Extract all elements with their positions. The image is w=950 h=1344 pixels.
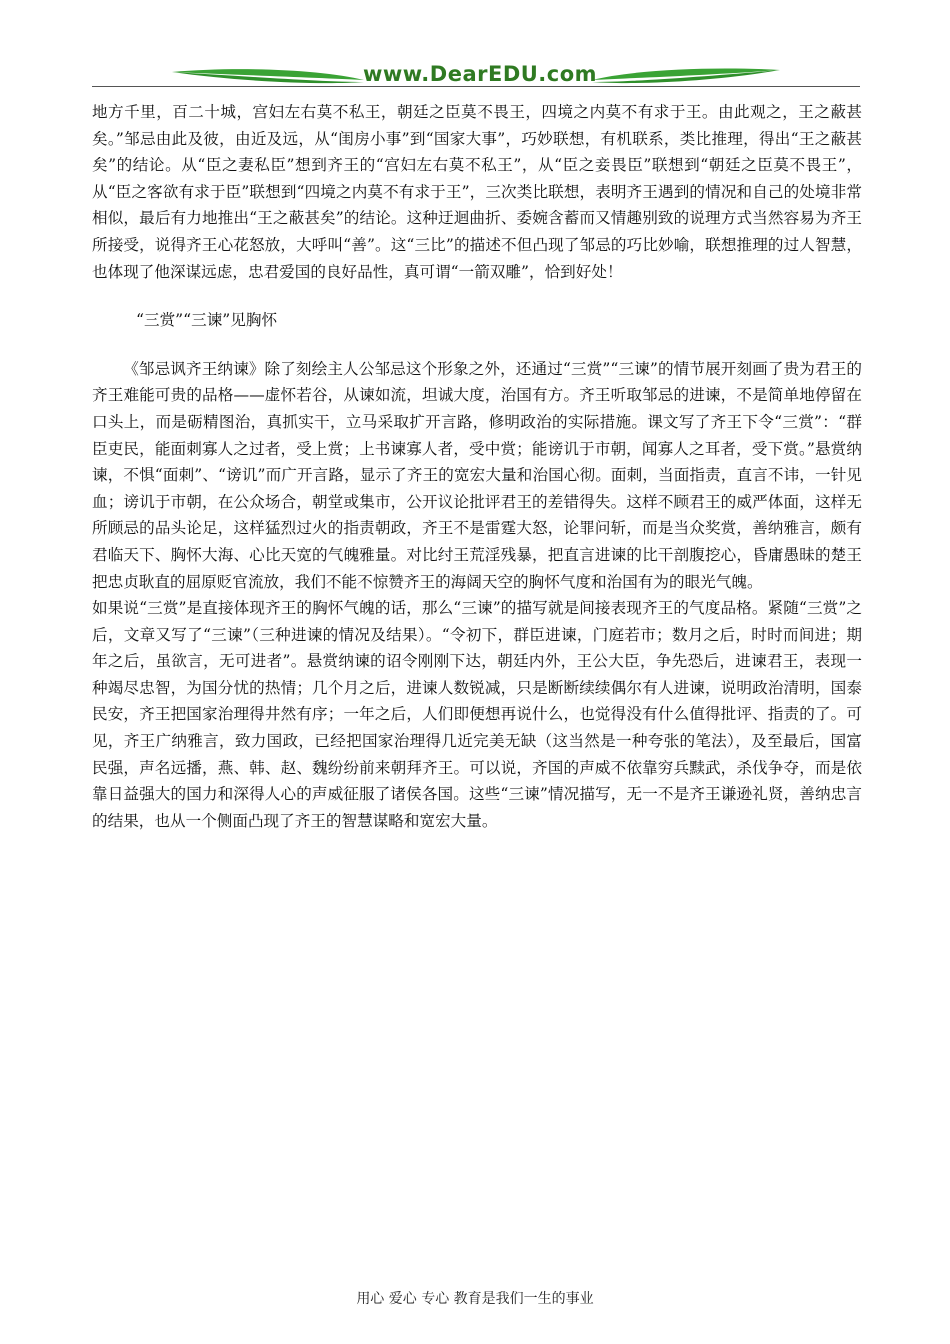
article-body [92,99,862,834]
section-heading: “三赏”“三谏”见胸怀 [136,311,278,330]
site-logo-text: www.DearEDU.com [362,62,598,86]
paragraph-1: 地方千里，百二十城，宫妇左右莫不私王，朝廷之臣莫不畏王，四境之内莫不有求于王。由此观之，王之蔽甚矣。”邹忌由此及彼，由近及远，从“闺房小事”到“国家大事”，巧妙联想，有机联系，类比推理，得出“王之蔽甚矣”的结论。从“臣之妻私臣”想到齐王的“宫妇左右莫不私王”，从“臣之妾畏臣”联想到“朝廷之臣莫不畏王”，从“臣之客欲有求于臣”联想到“四境之内莫不有求于王”，三次类比联想，表明齐王遇到的情况和自己的处境非常相似，最后有力地推出“王之蔽甚矣”的结论。这种迂迴曲折、委婉含蓄而又情趣别致的说理方式当然容易为齐王所接受，说得齐王心花怒放，大呼叫“善”。这“三比”的描述不但凸现了邹忌的巧比妙喻，联想推理的过人智慧，也体现了他深谋远虑，忠君爱国的良好品性，真可谓“一箭双雕”，恰到好处！ [92,103,862,281]
page-footer: 用心 爱心 专心 教育是我们一生的事业 [356,1291,594,1307]
site-header [92,58,860,94]
header-divider [92,86,860,87]
paragraph-3: 如果说“三赏”是直接体现齐王的胸怀气魄的话，那么“三谏”的描写就是间接表现齐王的气度品格。紧随“三赏”之后，文章又写了“三谏”（三种进谏的情况及结果）。“令初下，群臣进谏，门庭若市；数月之后，时时而间进；期年之后，虽欲言，无可进者”。悬赏纳谏的诏令刚刚下达，朝廷内外，王公大臣，争先恐后，进谏君王，表现一种竭尽忠智，为国分忧的热情；几个月之后，进谏人数锐减，只是断断续续偶尔有人进谏，说明政治清明，国泰民安，齐王把国家治理得井然有序；一年之后，人们即便想再说什么，也觉得没有什么值得批评、指责的了。可见，齐王广纳雅言，致力国政，已经把国家治理得几近完美无缺（这当然是一种夸张的笔法），及至最后，国富民强，声名远播，燕、韩、赵、魏纷纷前来朝拜齐王。可以说，齐国的声威不依靠穷兵黩武，杀伐争夺，而是依靠日益强大的国力和深得人心的声威征服了诸侯各国。这些“三谏”情况描写，无一不是齐王谦逊礼贤，善纳忠言的结果，也从一个侧面凸现了齐王的智慧谋略和宽宏大量。 [92,599,862,830]
paragraph-2: 《邹忌讽齐王纳谏》除了刻绘主人公邹忌这个形象之外，还通过“三赏”“三谏”的情节展开刻画了贵为君王的齐王难能可贵的品格——虚怀若谷，从谏如流，坦诚大度，治国有方。齐王听取邹忌的进谏，不是简单地停留在口头上，而是砺精图治，真抓实干，立马采取扩开言路，修明政治的实际措施。课文写了齐王下令“三赏”：“群臣吏民，能面刺寡人之过者，受上赏；上书谏寡人者，受中赏；能谤讥于市朝，闻寡人之耳者，受下赏。”悬赏纳谏，不惧“面刺”、“谤讥”而广开言路，显示了齐王的宽宏大量和治国心彻。面刺，当面指责，直言不讳，一针见血；谤讥于市朝，在公众场合，朝堂或集市，公开议论批评君王的差错得失。这样不顾君王的威严体面，这样无所顾忌的品头论足，这样猛烈过火的指责朝政，齐王不是雷霆大怒，论罪问斩，而是当众奖赏，善纳雅言，颇有君临天下、胸怀大海、心比天宽的气魄雅量。对比纣王荒淫残暴，把直言进谏的比干剖腹挖心，昏庸愚昧的楚王把忠贞耿直的屈原贬官流放，我们不能不惊赞齐王的海阔天空的胸怀气度和治国有为的眼光气魄。 [92,359,862,591]
